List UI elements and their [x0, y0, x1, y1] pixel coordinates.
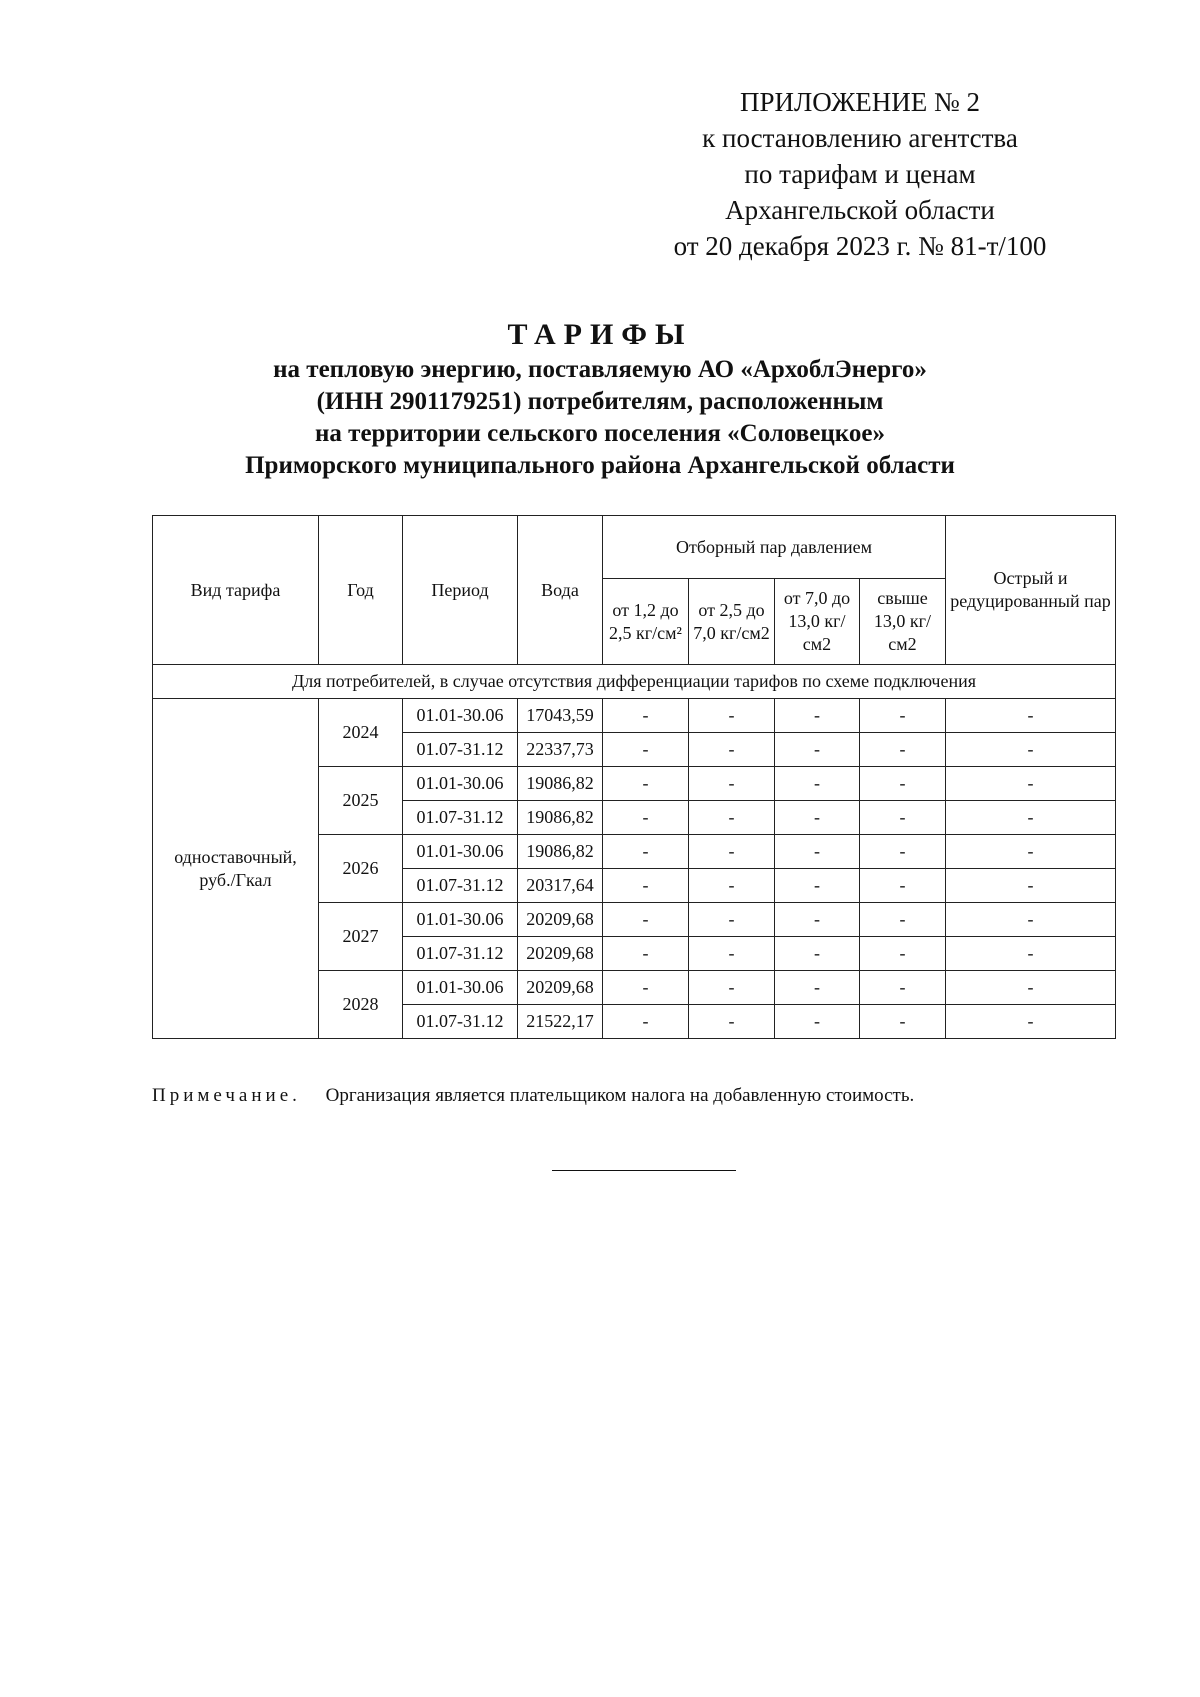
- period-cell: 01.07-31.12: [403, 733, 518, 767]
- pressure-3-cell: -: [775, 733, 860, 767]
- water-cell: 20317,64: [518, 869, 603, 903]
- period-cell: 01.07-31.12: [403, 801, 518, 835]
- pressure-2-cell: -: [689, 869, 775, 903]
- period-cell: 01.01-30.06: [403, 699, 518, 733]
- period-cell: 01.01-30.06: [403, 835, 518, 869]
- section-title: Для потребителей, в случае отсутствия дифференциации тарифов по схеме подключения: [153, 665, 1116, 699]
- water-cell: 17043,59: [518, 699, 603, 733]
- pressure-2-cell: -: [689, 971, 775, 1005]
- pressure-4-cell: -: [860, 699, 946, 733]
- pressure-2-cell: -: [689, 903, 775, 937]
- header-water: Вода: [518, 516, 603, 665]
- sharp-steam-cell: -: [946, 937, 1116, 971]
- sharp-steam-cell: -: [946, 767, 1116, 801]
- sharp-steam-cell: -: [946, 699, 1116, 733]
- note: [152, 1085, 1112, 1107]
- sharp-steam-cell: -: [946, 835, 1116, 869]
- pressure-1-cell: -: [603, 835, 689, 869]
- period-cell: 01.01-30.06: [403, 971, 518, 1005]
- sharp-steam-cell: -: [946, 733, 1116, 767]
- pressure-2-cell: -: [689, 733, 775, 767]
- table-row: [153, 699, 1116, 733]
- pressure-2-cell: -: [689, 801, 775, 835]
- appendix-date: от 20 декабря 2023 г. № 81-т/100: [673, 231, 1047, 261]
- pressure-1-cell: -: [603, 937, 689, 971]
- water-cell: 19086,82: [518, 835, 603, 869]
- tariff-type-cell: одноставочный, руб./Гкал: [153, 699, 319, 1039]
- title-line: Приморского муниципального района Архангельской области: [245, 452, 955, 479]
- year-cell: 2024: [319, 699, 403, 767]
- pressure-1-cell: -: [603, 869, 689, 903]
- sharp-steam-cell: -: [946, 903, 1116, 937]
- header-pressure-2: от 2,5 до 7,0 кг/см2: [689, 579, 775, 665]
- pressure-4-cell: -: [860, 869, 946, 903]
- pressure-4-cell: -: [860, 835, 946, 869]
- pressure-1-cell: -: [603, 971, 689, 1005]
- pressure-2-cell: -: [689, 1005, 775, 1039]
- pressure-3-cell: -: [775, 835, 860, 869]
- water-cell: 21522,17: [518, 1005, 603, 1039]
- water-cell: 19086,82: [518, 767, 603, 801]
- note-label: Примечание.: [152, 1085, 301, 1106]
- pressure-1-cell: -: [603, 903, 689, 937]
- pressure-3-cell: -: [775, 903, 860, 937]
- period-cell: 01.01-30.06: [403, 767, 518, 801]
- pressure-1-cell: -: [603, 801, 689, 835]
- water-cell: 20209,68: [518, 903, 603, 937]
- appendix-number: ПРИЛОЖЕНИЕ № 2: [739, 87, 981, 117]
- header-pressure-4: свыше 13,0 кг/см2: [860, 579, 946, 665]
- sharp-steam-cell: -: [946, 971, 1116, 1005]
- title-line: на тепловую энергию, поставляемую АО «АрхоблЭнерго»: [273, 356, 927, 383]
- period-cell: 01.01-30.06: [403, 903, 518, 937]
- header-pressure-1: от 1,2 до 2,5 кг/см²: [603, 579, 689, 665]
- pressure-4-cell: -: [860, 733, 946, 767]
- pressure-4-cell: -: [860, 1005, 946, 1039]
- pressure-4-cell: -: [860, 971, 946, 1005]
- pressure-3-cell: -: [775, 971, 860, 1005]
- pressure-3-cell: -: [775, 767, 860, 801]
- period-cell: 01.07-31.12: [403, 937, 518, 971]
- sharp-steam-cell: -: [946, 801, 1116, 835]
- pressure-1-cell: -: [603, 733, 689, 767]
- header-tariff-type: Вид тарифа: [153, 516, 319, 665]
- year-cell: 2028: [319, 971, 403, 1039]
- pressure-2-cell: -: [689, 835, 775, 869]
- appendix-line: к постановлению агентства: [702, 123, 1018, 153]
- document-title: [150, 316, 1050, 482]
- pressure-2-cell: -: [689, 699, 775, 733]
- pressure-1-cell: -: [603, 699, 689, 733]
- pressure-3-cell: -: [775, 801, 860, 835]
- note-text: Организация является плательщиком налога на добавленную стоимость.: [325, 1085, 915, 1106]
- pressure-2-cell: -: [689, 767, 775, 801]
- appendix-header: [600, 84, 1120, 264]
- pressure-3-cell: -: [775, 699, 860, 733]
- period-cell: 01.07-31.12: [403, 869, 518, 903]
- header-year: Год: [319, 516, 403, 665]
- pressure-3-cell: -: [775, 869, 860, 903]
- sharp-steam-cell: -: [946, 1005, 1116, 1039]
- title-line: на территории сельского поселения «Соловецкое»: [315, 420, 885, 447]
- period-cell: 01.07-31.12: [403, 1005, 518, 1039]
- sharp-steam-cell: -: [946, 869, 1116, 903]
- water-cell: 20209,68: [518, 937, 603, 971]
- header-sharp-steam: Острый и редуцированный пар: [946, 516, 1116, 665]
- tariff-table: [152, 515, 1116, 1039]
- pressure-2-cell: -: [689, 937, 775, 971]
- water-cell: 19086,82: [518, 801, 603, 835]
- pressure-3-cell: -: [775, 1005, 860, 1039]
- pressure-4-cell: -: [860, 903, 946, 937]
- water-cell: 20209,68: [518, 971, 603, 1005]
- pressure-4-cell: -: [860, 937, 946, 971]
- appendix-line: Архангельской области: [725, 195, 995, 225]
- year-cell: 2025: [319, 767, 403, 835]
- water-cell: 22337,73: [518, 733, 603, 767]
- title-main: ТАРИФЫ: [507, 318, 693, 351]
- pressure-4-cell: -: [860, 767, 946, 801]
- closing-rule: [552, 1170, 736, 1171]
- year-cell: 2026: [319, 835, 403, 903]
- title-line: (ИНН 2901179251) потребителям, расположенным: [316, 388, 884, 415]
- pressure-1-cell: -: [603, 1005, 689, 1039]
- pressure-1-cell: -: [603, 767, 689, 801]
- pressure-4-cell: -: [860, 801, 946, 835]
- header-period: Период: [403, 516, 518, 665]
- appendix-line: по тарифам и ценам: [744, 159, 976, 189]
- header-extraction-steam: Отборный пар давлением: [603, 516, 946, 579]
- pressure-3-cell: -: [775, 937, 860, 971]
- year-cell: 2027: [319, 903, 403, 971]
- header-pressure-3: от 7,0 до 13,0 кг/см2: [775, 579, 860, 665]
